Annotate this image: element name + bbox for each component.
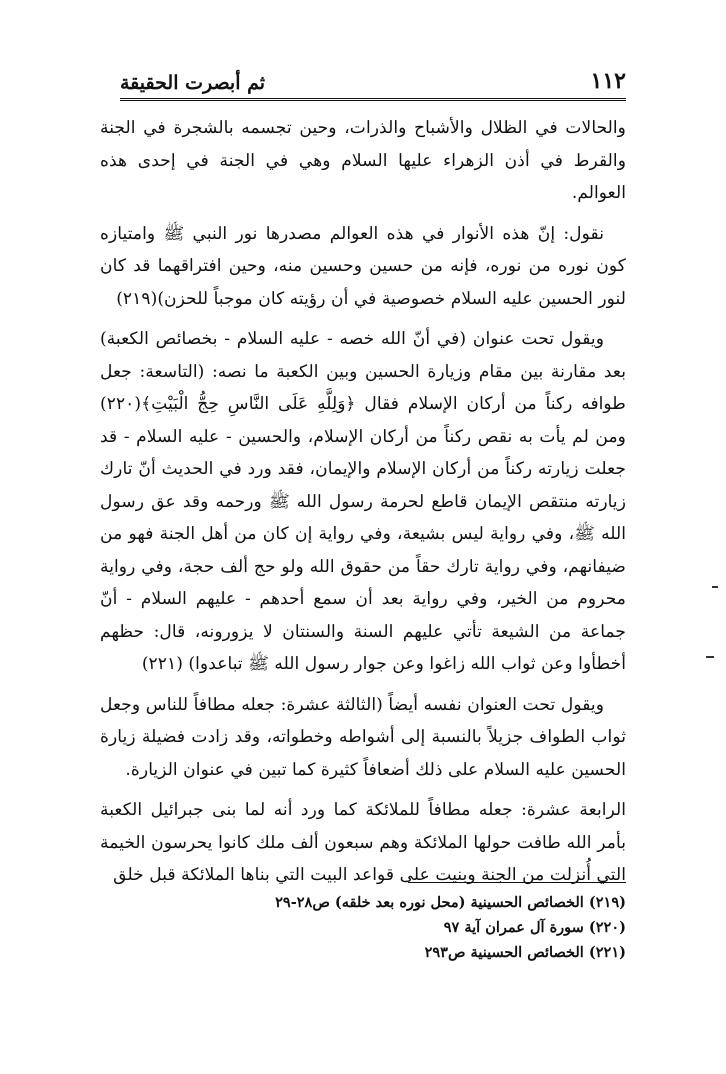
scan-edge-mark <box>706 656 714 658</box>
page-header <box>120 60 626 101</box>
paragraph: ويقول تحت العنوان نفسه أيضاً (الثالثة عشرة: جعله مطافاً للناس وجعل ثواب الطواف جزيلاً بالنسبة إلى أشواطه وخطواته، وقد زادت فضيلة زيارة الحسين عليه السلام على ذلك أضعافاً كثيرة كما تبين في عنوان الزيارة. <box>100 694 626 780</box>
footnotes <box>260 890 626 965</box>
footnote: (٢١٩) الخصائص الحسينية (محل نوره بعد خلقه) ص٢٨-٢٩ <box>275 894 626 911</box>
paragraph: ويقول تحت عنوان (في أنّ الله خصه - عليه السلام - بخصائص الكعبة) بعد مقارنة بين مقام وزيارة الحسين وبين الكعبة ما نصه: (التاسعة: جعل طوافه ركناً من أركان الإسلام فقال ﴿وَلِلَّهِ عَلَى النَّاسِ حِجُّ الْبَيْتِ﴾(٢٢٠) ومن لم يأت به نقص ركناً من أركان الإسلام، والحسين - عليه السلام - قد جعلت زيارته ركناً من أركان الإسلام والإيمان، فقد ورد في الحديث أنّ تارك زيارته منتقص الإيمان قاطع لحرمة رسول الله ﷺ ورحمه وقد عق رسول الله ﷺ، وفي رواية ليس بشيعة، وفي رواية إن كان من أهل الجنة فهو من ضيفانهم، وفي رواية تارك حقاً من حقوق الله ولو حج ألف حجة، وفي رواية محروم من الخير، وفي رواية بعد أن سمع أحدهم - عليهم السلام - أنّ جماعة من الشيعة تأتي عليهم السنة والسنتان لا يزورونه، قال: حظهم أخطأوا وعن ثواب الله زاغوا وعن جوار رسول الله ﷺ تباعدوا) (٢٢١) <box>100 329 626 674</box>
footnote: (٢٢٠) سورة آل عمران آية ٩٧ <box>443 919 626 936</box>
page-body <box>100 112 626 900</box>
running-title: ثم أبصرت الحقيقة <box>120 72 266 94</box>
footnote-separator <box>408 882 626 883</box>
paragraph: نقول: إنّ هذه الأنوار في هذه العوالم مصدرها نور النبي ﷺ وامتيازه كون نوره من نوره، فإنه من حسين وحسين منه، وحين افتراقهما قد كان لنور الحسين عليه السلام خصوصية في أن رؤيته كان موجباً للحزن)(٢١٩) <box>100 223 626 309</box>
paragraph: والحالات في الظلال والأشباح والذرات، وحين تجسمه بالشجرة في الجنة والقرط في أذن الزهراء عليها السلام وهي في الجنة في إحدى هذه العوالم. <box>100 118 626 203</box>
scan-edge-mark <box>712 586 718 588</box>
footnote: (٢٢١) الخصائص الحسينية ص٢٩٣ <box>424 944 626 961</box>
page-number: ١١٢ <box>590 68 626 94</box>
paragraph: الرابعة عشرة: جعله مطافاً للملائكة كما ورد أنه لما بنى جبرائيل الكعبة بأمر الله طافت حولها الملائكة وهم سبعون ألف ملك كانوا يحرسون الخيمة التي أُنزلت من الجنة وبنيت على قواعد البيت التي بناها الملائكة قبل خلق <box>100 800 626 885</box>
